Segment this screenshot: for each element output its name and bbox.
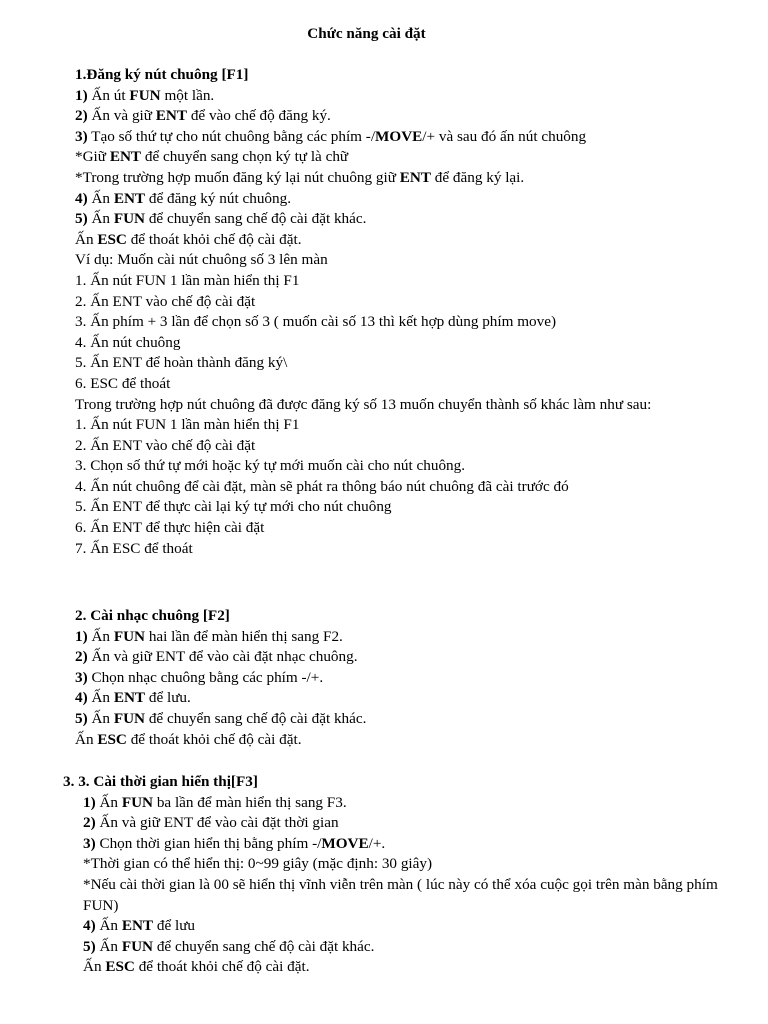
s1-example-line: 3. Ấn phím + 3 lần để chọn số 3 ( muốn cài số 13 thì kết hợp dùng phím move) — [75, 313, 557, 331]
section-2 — [75, 606, 735, 750]
s1-step-2: 2) Ấn và giữ ENT để vào chế độ đăng ký. — [75, 107, 331, 125]
s1-step-4: 4) Ấn ENT để đăng ký nút chuông. — [75, 189, 291, 207]
section-3 — [63, 772, 723, 978]
section-1-heading: 1.Đăng ký nút chuông [F1] — [75, 66, 249, 83]
s2-step-5: 5) Ấn FUN để chuyển sang chế độ cài đặt khác. — [75, 709, 367, 727]
s1-exit: Ấn ESC để thoát khỏi chế độ cài đặt. — [75, 230, 302, 248]
s1-case-step: 3. Chọn số thứ tự mới hoặc ký tự mới muốn cài cho nút chuông. — [75, 457, 466, 475]
section-1 — [75, 65, 735, 559]
page-title: Chức năng cài đặt — [307, 25, 426, 42]
s1-step-3: 3) Tạo số thứ tự cho nút chuông bằng các phím -/MOVE/+ và sau đó ấn nút chuông — [75, 127, 587, 145]
s1-example-line: Ví dụ: Muốn cài nút chuông số 3 lên màn — [75, 251, 328, 269]
s1-note-1: *Giữ ENT để chuyển sang chọn ký tự là chữ — [75, 148, 349, 166]
s2-step-2: 2) Ấn và giữ ENT để vào cài đặt nhạc chuông. — [75, 648, 358, 666]
s3-step-1: 1) Ấn FUN ba lần để màn hiển thị sang F3. — [83, 793, 347, 811]
s3-exit: Ấn ESC để thoát khỏi chế độ cài đặt. — [83, 958, 310, 976]
s1-example-line: 4. Ấn nút chuông — [75, 333, 181, 351]
s1-example-line: 1. Ấn nút FUN 1 lần màn hiển thị F1 — [75, 271, 300, 289]
s2-step-1: 1) Ấn FUN hai lần để màn hiển thị sang F2. — [75, 627, 343, 645]
s1-example-line: 6. ESC để thoát — [75, 374, 171, 392]
s3-note-1: *Thời gian có thể hiển thị: 0~99 giây (mặc định: 30 giây) — [83, 855, 433, 873]
s1-case-intro: Trong trường hợp nút chuông đã được đăng ký số 13 muốn chuyển thành số khác làm như sau: — [75, 395, 652, 413]
s3-step-2: 2) Ấn và giữ ENT để vào cài đặt thời gian — [83, 814, 339, 832]
s1-note-2: *Trong trường hợp muốn đăng ký lại nút chuông giữ ENT để đăng ký lại. — [75, 168, 525, 186]
s1-step-5: 5) Ấn FUN để chuyển sang chế độ cài đặt khác. — [75, 210, 367, 228]
s3-note-2: *Nếu cài thời gian là 00 sẽ hiển thị vĩnh viễn trên màn ( lúc này có thể xóa cuộc gọi trên màn bằng phím FUN) — [83, 875, 718, 914]
s1-case-step: 4. Ấn nút chuông để cài đặt, màn sẽ phát ra thông báo nút chuông đã cài trước đó — [75, 477, 569, 495]
s1-example-line: 2. Ấn ENT vào chế độ cài đặt — [75, 292, 256, 310]
s2-exit: Ấn ESC để thoát khỏi chế độ cài đặt. — [75, 730, 302, 748]
section-3-heading: 3. 3. Cài thời gian hiển thị[F3] — [63, 773, 258, 790]
s3-step-3: 3) Chọn thời gian hiển thị bằng phím -/MOVE/+. — [83, 834, 386, 852]
s1-step-1: 1) Ấn út FUN một lần. — [75, 86, 215, 104]
s1-case-step: 1. Ấn nút FUN 1 lần màn hiển thị F1 — [75, 416, 300, 434]
s1-case-step: 2. Ấn ENT vào chế độ cài đặt — [75, 436, 256, 454]
s3-step-4: 4) Ấn ENT để lưu — [83, 917, 196, 935]
s1-case-step: 7. Ấn ESC để thoát — [75, 539, 193, 557]
s3-step-5: 5) Ấn FUN để chuyển sang chế độ cài đặt khác. — [83, 937, 375, 955]
s1-example-line: 5. Ấn ENT để hoàn thành đăng ký\ — [75, 354, 288, 372]
section-2-heading: 2. Cài nhạc chuông [F2] — [75, 607, 230, 624]
s1-case-step: 6. Ấn ENT để thực hiện cài đặt — [75, 519, 265, 537]
s2-step-4: 4) Ấn ENT để lưu. — [75, 689, 191, 707]
s2-step-3: 3) Chọn nhạc chuông bằng các phím -/+. — [75, 668, 324, 686]
s1-case-step: 5. Ấn ENT để thực cài lại ký tự mới cho nút chuông — [75, 498, 392, 516]
